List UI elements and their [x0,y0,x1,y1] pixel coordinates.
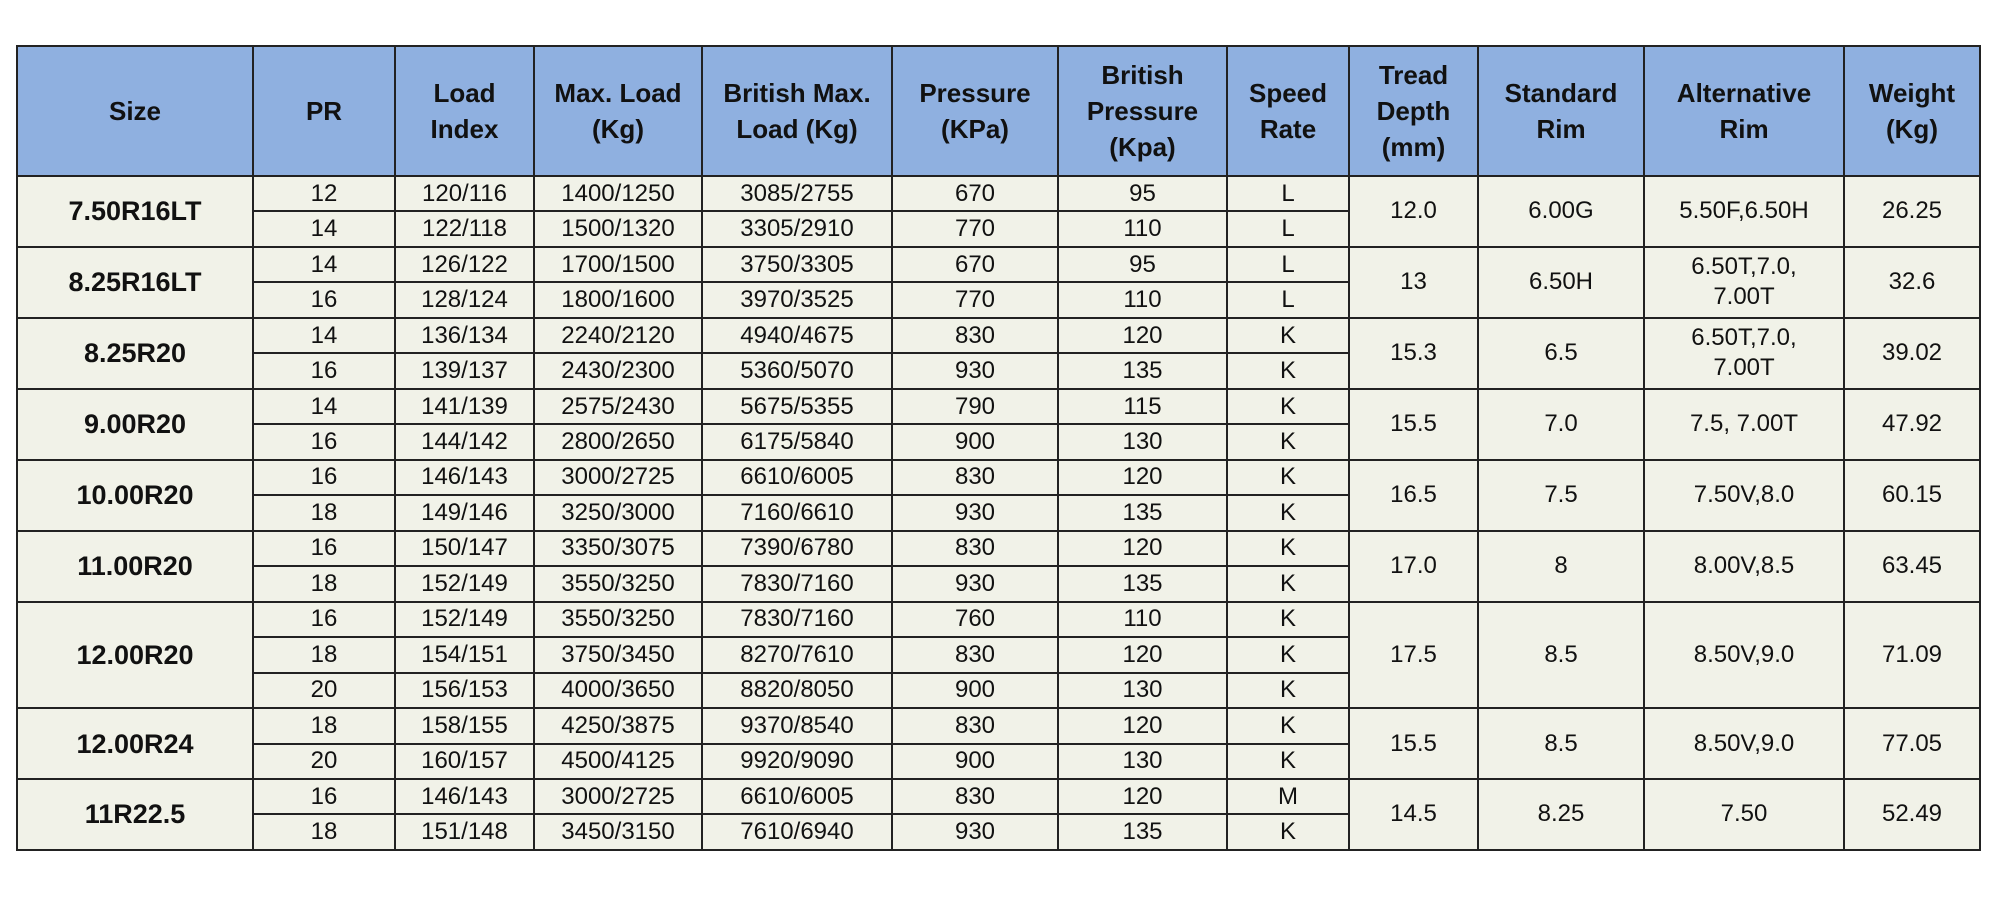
header-max-load: Max. Load (Kg) [534,46,702,176]
cell-pr: 16 [253,282,395,317]
cell-british-pressure: 120 [1058,708,1227,743]
cell-speed-rate: K [1227,637,1349,672]
cell-max-load: 3450/3150 [534,814,702,850]
cell-max-load: 2800/2650 [534,424,702,459]
cell-pressure: 930 [892,814,1058,850]
cell-alternative-rim: 8.50V,9.0 [1644,602,1844,708]
table-row [17,531,1980,566]
cell-load-index: 160/157 [395,744,534,779]
cell-british-pressure: 135 [1058,353,1227,388]
cell-british-pressure: 130 [1058,744,1227,779]
cell-british-max-load: 3085/2755 [702,176,892,211]
cell-max-load: 3750/3450 [534,637,702,672]
cell-standard-rim: 7.5 [1478,460,1644,531]
header-british-pressure: British Pressure (Kpa) [1058,46,1227,176]
cell-pr: 16 [253,460,395,495]
cell-pr: 12 [253,176,395,211]
cell-weight: 47.92 [1844,389,1980,460]
cell-british-pressure: 95 [1058,247,1227,282]
cell-speed-rate: K [1227,460,1349,495]
cell-pressure: 830 [892,637,1058,672]
cell-british-pressure: 130 [1058,424,1227,459]
table-row [17,779,1980,814]
cell-max-load: 3000/2725 [534,460,702,495]
cell-british-pressure: 135 [1058,566,1227,601]
cell-british-pressure: 115 [1058,389,1227,424]
cell-weight: 32.6 [1844,247,1980,318]
cell-british-max-load: 8270/7610 [702,637,892,672]
cell-max-load: 2430/2300 [534,353,702,388]
cell-british-pressure: 110 [1058,602,1227,637]
cell-load-index: 152/149 [395,566,534,601]
cell-british-pressure: 120 [1058,460,1227,495]
header-standard-rim: Standard Rim [1478,46,1644,176]
cell-standard-rim: 8.5 [1478,708,1644,779]
header-load-index: Load Index [395,46,534,176]
cell-speed-rate: K [1227,495,1349,530]
cell-tread-depth: 13 [1349,247,1478,318]
cell-british-pressure: 120 [1058,779,1227,814]
cell-pr: 14 [253,389,395,424]
cell-weight: 71.09 [1844,602,1980,708]
cell-max-load: 1500/1320 [534,211,702,246]
cell-size: 8.25R20 [17,318,253,389]
cell-british-max-load: 3305/2910 [702,211,892,246]
cell-pr: 18 [253,566,395,601]
cell-pressure: 900 [892,673,1058,708]
cell-pressure: 670 [892,247,1058,282]
cell-alternative-rim: 7.50V,8.0 [1644,460,1844,531]
cell-pressure: 930 [892,566,1058,601]
cell-british-pressure: 95 [1058,176,1227,211]
cell-load-index: 122/118 [395,211,534,246]
cell-pr: 16 [253,531,395,566]
cell-speed-rate: K [1227,602,1349,637]
cell-alternative-rim: 8.50V,9.0 [1644,708,1844,779]
cell-max-load: 1400/1250 [534,176,702,211]
table-body [17,176,1980,850]
cell-british-pressure: 135 [1058,495,1227,530]
cell-pr: 20 [253,673,395,708]
cell-pressure: 900 [892,744,1058,779]
cell-standard-rim: 6.5 [1478,318,1644,389]
cell-speed-rate: K [1227,814,1349,850]
cell-load-index: 128/124 [395,282,534,317]
cell-load-index: 120/116 [395,176,534,211]
cell-british-max-load: 9370/8540 [702,708,892,743]
cell-speed-rate: K [1227,673,1349,708]
cell-speed-rate: M [1227,779,1349,814]
table-row [17,602,1980,637]
cell-pr: 18 [253,637,395,672]
cell-alternative-rim: 5.50F,6.50H [1644,176,1844,247]
cell-load-index: 144/142 [395,424,534,459]
cell-size: 11R22.5 [17,779,253,850]
cell-british-max-load: 7610/6940 [702,814,892,850]
cell-weight: 52.49 [1844,779,1980,850]
cell-pressure: 670 [892,176,1058,211]
cell-load-index: 154/151 [395,637,534,672]
cell-british-pressure: 135 [1058,814,1227,850]
cell-british-max-load: 4940/4675 [702,318,892,353]
cell-pr: 18 [253,814,395,850]
cell-british-max-load: 9920/9090 [702,744,892,779]
cell-pressure: 830 [892,531,1058,566]
cell-speed-rate: L [1227,247,1349,282]
cell-max-load: 4250/3875 [534,708,702,743]
cell-alternative-rim: 6.50T,7.0, 7.00T [1644,318,1844,389]
cell-british-max-load: 6175/5840 [702,424,892,459]
cell-tread-depth: 14.5 [1349,779,1478,850]
cell-british-max-load: 7830/7160 [702,566,892,601]
table-row [17,389,1980,424]
cell-pressure: 790 [892,389,1058,424]
cell-load-index: 151/148 [395,814,534,850]
cell-british-pressure: 120 [1058,637,1227,672]
cell-size: 7.50R16LT [17,176,253,247]
cell-load-index: 139/137 [395,353,534,388]
cell-tread-depth: 17.5 [1349,602,1478,708]
cell-speed-rate: L [1227,282,1349,317]
cell-max-load: 3350/3075 [534,531,702,566]
cell-pressure: 930 [892,353,1058,388]
cell-speed-rate: L [1227,176,1349,211]
cell-tread-depth: 16.5 [1349,460,1478,531]
cell-weight: 77.05 [1844,708,1980,779]
cell-size: 12.00R24 [17,708,253,779]
cell-tread-depth: 17.0 [1349,531,1478,602]
cell-british-max-load: 5675/5355 [702,389,892,424]
cell-tread-depth: 12.0 [1349,176,1478,247]
header-pressure: Pressure (KPa) [892,46,1058,176]
cell-pressure: 900 [892,424,1058,459]
cell-size: 9.00R20 [17,389,253,460]
cell-alternative-rim: 8.00V,8.5 [1644,531,1844,602]
cell-max-load: 3000/2725 [534,779,702,814]
header-tread-depth: Tread Depth (mm) [1349,46,1478,176]
cell-british-max-load: 3750/3305 [702,247,892,282]
cell-british-max-load: 3970/3525 [702,282,892,317]
cell-british-max-load: 6610/6005 [702,460,892,495]
cell-speed-rate: K [1227,424,1349,459]
cell-british-pressure: 110 [1058,282,1227,317]
header-speed-rate: Speed Rate [1227,46,1349,176]
cell-pr: 16 [253,602,395,637]
cell-pressure: 770 [892,282,1058,317]
cell-weight: 60.15 [1844,460,1980,531]
table-row [17,247,1980,282]
cell-load-index: 150/147 [395,531,534,566]
cell-british-max-load: 5360/5070 [702,353,892,388]
cell-load-index: 126/122 [395,247,534,282]
cell-speed-rate: L [1227,211,1349,246]
cell-alternative-rim: 7.50 [1644,779,1844,850]
cell-british-max-load: 7830/7160 [702,602,892,637]
cell-tread-depth: 15.5 [1349,389,1478,460]
cell-pr: 14 [253,247,395,282]
cell-british-pressure: 120 [1058,318,1227,353]
cell-max-load: 4500/4125 [534,744,702,779]
header-weight: Weight (Kg) [1844,46,1980,176]
cell-alternative-rim: 7.5, 7.00T [1644,389,1844,460]
table-row [17,708,1980,743]
cell-pressure: 760 [892,602,1058,637]
cell-british-max-load: 8820/8050 [702,673,892,708]
cell-pr: 14 [253,318,395,353]
cell-tread-depth: 15.5 [1349,708,1478,779]
cell-standard-rim: 7.0 [1478,389,1644,460]
cell-standard-rim: 8 [1478,531,1644,602]
cell-speed-rate: K [1227,744,1349,779]
cell-pr: 14 [253,211,395,246]
tire-spec-table [16,45,1981,851]
cell-size: 8.25R16LT [17,247,253,318]
cell-pressure: 830 [892,318,1058,353]
cell-max-load: 3250/3000 [534,495,702,530]
cell-speed-rate: K [1227,566,1349,601]
cell-load-index: 146/143 [395,460,534,495]
cell-weight: 63.45 [1844,531,1980,602]
cell-british-max-load: 6610/6005 [702,779,892,814]
cell-speed-rate: K [1227,318,1349,353]
cell-speed-rate: K [1227,708,1349,743]
cell-standard-rim: 8.25 [1478,779,1644,850]
cell-max-load: 1800/1600 [534,282,702,317]
cell-size: 12.00R20 [17,602,253,708]
table-row [17,318,1980,353]
cell-standard-rim: 8.5 [1478,602,1644,708]
cell-weight: 39.02 [1844,318,1980,389]
cell-max-load: 4000/3650 [534,673,702,708]
cell-british-max-load: 7160/6610 [702,495,892,530]
cell-max-load: 1700/1500 [534,247,702,282]
cell-tread-depth: 15.3 [1349,318,1478,389]
cell-load-index: 136/134 [395,318,534,353]
cell-max-load: 3550/3250 [534,602,702,637]
cell-pr: 20 [253,744,395,779]
table-row [17,176,1980,211]
cell-load-index: 149/146 [395,495,534,530]
cell-pressure: 830 [892,460,1058,495]
cell-speed-rate: K [1227,353,1349,388]
cell-speed-rate: K [1227,389,1349,424]
cell-pressure: 930 [892,495,1058,530]
cell-pr: 16 [253,779,395,814]
cell-pr: 18 [253,495,395,530]
cell-pr: 16 [253,424,395,459]
cell-size: 10.00R20 [17,460,253,531]
cell-pressure: 830 [892,779,1058,814]
cell-load-index: 152/149 [395,602,534,637]
header-british-max-load: British Max. Load (Kg) [702,46,892,176]
cell-max-load: 2240/2120 [534,318,702,353]
cell-british-pressure: 130 [1058,673,1227,708]
cell-max-load: 2575/2430 [534,389,702,424]
cell-load-index: 158/155 [395,708,534,743]
cell-british-max-load: 7390/6780 [702,531,892,566]
header-size: Size [17,46,253,176]
cell-speed-rate: K [1227,531,1349,566]
cell-weight: 26.25 [1844,176,1980,247]
cell-pr: 18 [253,708,395,743]
cell-max-load: 3550/3250 [534,566,702,601]
table-row [17,460,1980,495]
cell-load-index: 141/139 [395,389,534,424]
cell-standard-rim: 6.50H [1478,247,1644,318]
cell-british-pressure: 120 [1058,531,1227,566]
cell-standard-rim: 6.00G [1478,176,1644,247]
cell-pressure: 830 [892,708,1058,743]
cell-pr: 16 [253,353,395,388]
cell-alternative-rim: 6.50T,7.0, 7.00T [1644,247,1844,318]
cell-pressure: 770 [892,211,1058,246]
header-alternative-rim: Alternative Rim [1644,46,1844,176]
header-row [17,46,1980,176]
cell-load-index: 146/143 [395,779,534,814]
cell-size: 11.00R20 [17,531,253,602]
cell-load-index: 156/153 [395,673,534,708]
header-pr: PR [253,46,395,176]
cell-british-pressure: 110 [1058,211,1227,246]
